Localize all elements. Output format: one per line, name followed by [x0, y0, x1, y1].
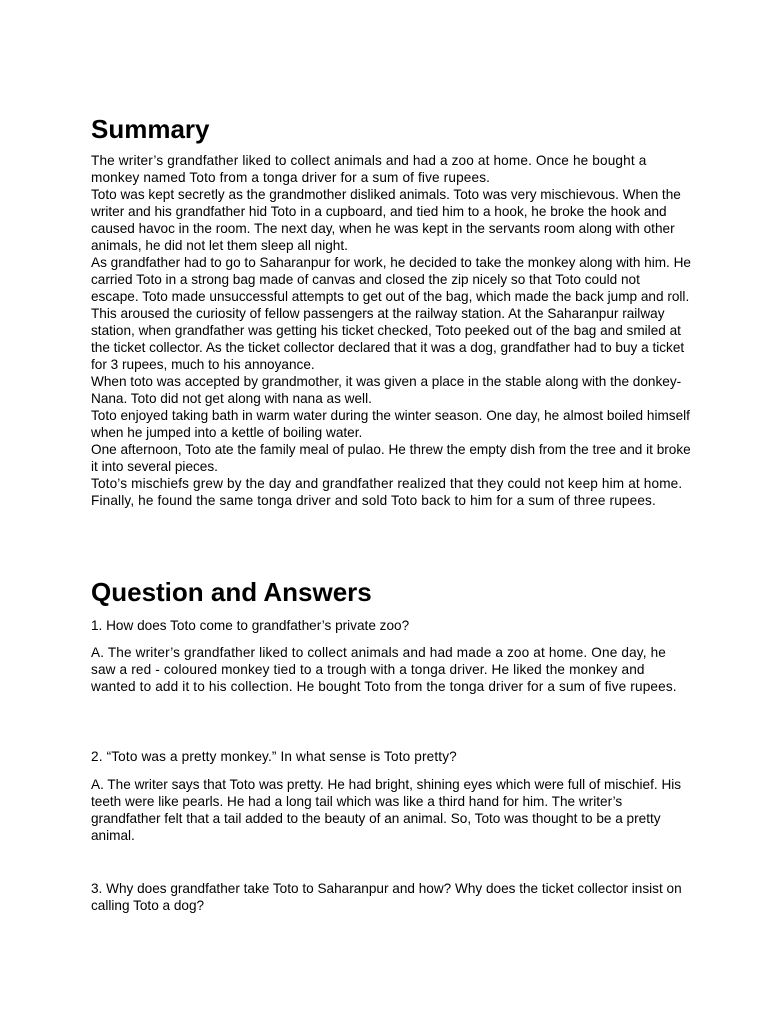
question-3: 3. Why does grandfather take Toto to Saharanpur and how? Why does the ticket collector insist on calling Toto a dog?	[91, 881, 682, 913]
question-2: 2. “Toto was a pretty monkey.” In what sense is Toto pretty?	[91, 749, 457, 764]
answer-2: A. The writer says that Toto was pretty. He had bright, shining eyes which were full of mischief. His teeth were like pearls. He had a long tail which was like a third hand for him. The writer’s grandfather felt that a tail added to the beauty of an animal. So, Toto was thought to be a pretty animal.	[91, 777, 682, 843]
summary-body	[91, 152, 691, 509]
summary-heading: Summary	[91, 114, 210, 144]
summary-paragraph: The writer’s grandfather liked to collect animals and had a zoo at home. Once he bought a monkey named Toto from a tonga driver for a sum of five rupees.	[91, 153, 647, 185]
summary-paragraph: When toto was accepted by grandmother, it was given a place in the stable along with the donkey- Nana. Toto did not get along with nana as well.	[91, 374, 682, 406]
summary-paragraph: Toto was kept secretly as the grandmother disliked animals. Toto was very mischievous. When the writer and his grandfather hid Toto in a cupboard, and tied him to a hook, he broke the hook and caused havoc in the room. The next day, when he was kept in the servants room along with other animals, he did not let them sleep all night.	[91, 187, 681, 253]
qa-heading: Question and Answers	[91, 577, 372, 607]
summary-paragraph: As grandfather had to go to Saharanpur for work, he decided to take the monkey along with him. He carried Toto in a strong bag made of canvas and closed the zip nicely so that Toto could not escape. Toto made unsuccessful attempts to get out of the bag, which made the back jump and roll. This aroused the curiosity of fellow passengers at the railway station. At the Saharanpur railway station, when grandfather was getting his ticket checked, Toto peeked out of the bag and smiled at the ticket collector. As the ticket collector declared that it was a dog, grandfather had to buy a ticket for 3 rupees, much to his annoyance.	[91, 255, 691, 372]
summary-paragraph: One afternoon, Toto ate the family meal of pulao. He threw the empty dish from the tree and it broke it into several pieces.	[91, 442, 691, 474]
summary-paragraph: Toto enjoyed taking bath in warm water during the winter season. One day, he almost boiled himself when he jumped into a kettle of boiling water.	[91, 408, 690, 440]
question-1: 1. How does Toto come to grandfather’s private zoo?	[91, 618, 410, 633]
answer-1: A. The writer’s grandfather liked to collect animals and had made a zoo at home. One day, he saw a red - coloured monkey tied to a trough with a tonga driver. He liked the monkey and wanted to add it to his collection. He bought Toto from the tonga driver for a sum of five rupees.	[91, 645, 677, 694]
summary-paragraph: Toto’s mischiefs grew by the day and grandfather realized that they could not keep him at home. Finally, he found the same tonga driver and sold Toto back to him for a sum of three rupees.	[91, 476, 683, 508]
